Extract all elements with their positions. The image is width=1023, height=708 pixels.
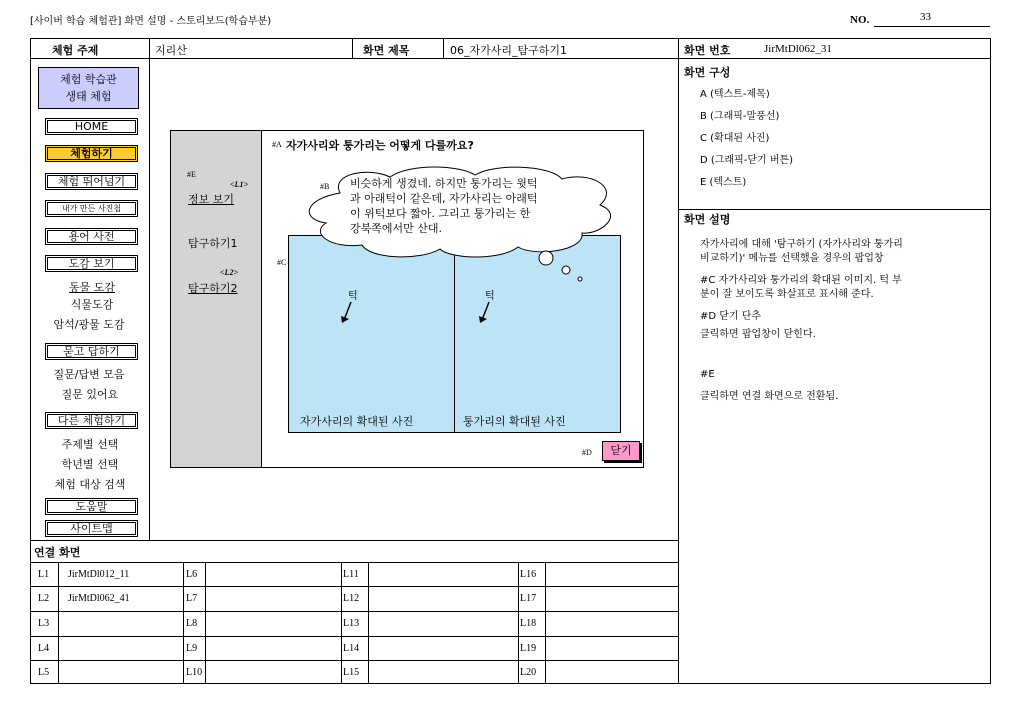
screen-number-value: JirMtDl062_31 [764,43,832,55]
bubble-line: 과 아래턱이 같은데, 자가사리는 아래턱 [350,192,538,205]
explore2-link[interactable]: 탐구하기2 [188,282,238,295]
right-panel-divider [678,38,679,684]
nav-plant-guide-link[interactable]: 식물도감 [70,298,114,311]
nav-title-box [38,67,139,109]
link-id: L16 [520,569,537,580]
nav-qna-button[interactable]: 묻고 답하기 [45,343,138,360]
nav-home-button[interactable]: HOME [45,118,138,135]
explore1-label: 탐구하기1 [188,237,238,250]
link-id: L3 [38,618,50,629]
right-photo-caption: 퉁가리의 확대된 사진 [463,415,566,428]
links-col-line [368,562,369,684]
screen-title-value: 06_자가사리_탐구하기1 [450,44,568,57]
link-id: L11 [343,569,359,580]
marker-e: #E [187,170,196,179]
nav-qna-collection-link[interactable]: 질문/답변 모음 [53,368,125,381]
composition-item: B (그래픽-말풍선) [700,111,780,122]
screen-number-label: 화면 번호 [684,44,731,57]
composition-item: A (텍스트-제목) [700,89,770,100]
composition-item: E (텍스트) [700,177,747,188]
nav-my-album-button[interactable]: 내가 만든 사진첩 [45,200,138,217]
screen-title-label: 화면 제목 [363,44,410,57]
link-target: JirMtDl062_41 [68,593,130,604]
bubble-line: 이 위턱보다 짧아. 그리고 퉁가리는 한 [350,207,531,220]
nav-ask-question-link[interactable]: 질문 있어요 [61,388,119,401]
links-row-line [30,611,678,612]
topic-label: 체험 주제 [52,44,99,57]
link-tag-l1: <L1> [230,180,249,189]
description-line: #E [700,369,715,380]
nav-rock-guide-link[interactable]: 암석/광물 도감 [53,318,125,331]
link-id: L4 [38,643,50,654]
nav-skip-experience-button[interactable]: 체험 뛰어넘기 [45,173,138,190]
marker-d: #D [582,448,592,457]
jaw-label-right: 턱 [485,291,495,302]
header-col-divider [443,38,444,58]
links-top-line [30,540,678,541]
right-panel-section-divider [678,209,991,210]
link-id: L2 [38,593,50,604]
links-col-line [518,562,519,684]
composition-item: C (확대된 사진) [700,133,770,144]
link-target: JirMtDl012_11 [68,569,130,580]
description-line: #C 자가사리와 퉁가리의 확대된 이미지. 턱 부 [700,275,902,286]
nav-title-line1: 체험 학습관 [60,73,117,86]
nav-title-line2: 생태 체험 [65,90,112,103]
links-col-line [545,562,546,684]
nav-experience-button[interactable]: 체험하기 [45,145,138,162]
link-id: L12 [343,593,360,604]
nav-other-experience-button[interactable]: 다른 체험하기 [45,412,138,429]
arrow-left-icon [340,300,354,324]
link-id: L15 [343,667,360,678]
links-header: 연결 화면 [34,546,81,559]
link-id: L13 [343,618,360,629]
composition-title: 화면 구성 [684,66,731,79]
nav-field-guide-button[interactable]: 도감 보기 [45,255,138,272]
nav-by-grade-link[interactable]: 학년별 선택 [61,458,119,471]
link-id: L6 [186,569,198,580]
links-col-line [58,562,59,684]
nav-col-divider [149,58,150,540]
description-line: 분이 잘 보이도록 화살표로 표시해 준다. [700,289,874,300]
description-title: 화면 설명 [684,213,731,226]
close-button[interactable]: 닫기 [602,441,640,461]
links-col-line [205,562,206,684]
description-line: 자가사리에 대해 '탐구하기 (자가사리와 퉁가리 [700,239,903,250]
description-line: 클릭하면 연결 화면으로 전환됨. [700,391,839,402]
link-id: L10 [186,667,203,678]
marker-a: #A [272,140,282,149]
nav-animal-guide-link[interactable]: 동물 도감 [68,281,115,294]
nav-glossary-button[interactable]: 용어 사전 [45,228,138,245]
popup-title: 자가사리와 퉁가리는 어떻게 다를까요? [286,139,474,152]
link-id: L18 [520,618,537,629]
left-photo-caption: 자가사리의 확대된 사진 [300,415,414,428]
nav-sitemap-button[interactable]: 사이트맵 [45,520,138,537]
link-id: L8 [186,618,198,629]
links-row-line [30,586,678,587]
page-number-label: NO. [850,14,870,26]
links-col-line [183,562,184,684]
nav-help-button[interactable]: 도움말 [45,498,138,515]
description-line: 클릭하면 팝업창이 닫힌다. [700,329,816,340]
link-tag-l2: <L2> [220,268,239,277]
header-col-divider [352,38,353,58]
description-line: 비교하기)' 메뉴를 선택했을 경우의 팝업창 [700,253,884,264]
link-id: L1 [38,569,50,580]
composition-item: D (그래픽-닫기 버튼) [700,155,794,166]
bubble-line: 비슷하게 생겼네. 하지만 퉁가리는 윗턱 [350,177,538,190]
marker-c: #C [277,258,287,267]
nav-search-target-link[interactable]: 체험 대상 검색 [54,478,126,491]
link-id: L7 [186,593,198,604]
document-header: [사이버 학습 체험관] 화면 설명 - 스토리보드(학습부분) [30,16,272,27]
arrow-right-icon [478,300,492,324]
header-col-divider [149,38,150,58]
description-line: #D 닫기 단추 [700,311,762,322]
bubble-line: 강북쪽에서만 산대. [350,222,443,235]
link-id: L14 [343,643,360,654]
link-id: L19 [520,643,537,654]
page-number-value: 33 [920,11,931,23]
marker-b: #B [320,182,330,191]
nav-by-topic-link[interactable]: 주제별 선택 [61,438,119,451]
links-row-line [30,660,678,661]
link-id: L17 [520,593,537,604]
page-number-underline [874,26,990,27]
popup-side-panel [171,131,262,467]
links-col-line [341,562,342,684]
link-id: L20 [520,667,537,678]
link-id: L5 [38,667,50,678]
topic-value: 지리산 [155,44,187,57]
links-row-line [30,636,678,637]
header-row-divider [30,58,991,59]
info-view-link[interactable]: 정보 보기 [188,193,235,206]
links-row-line [30,562,678,563]
bubble-text [350,176,538,236]
link-id: L9 [186,643,198,654]
jaw-label-left: 턱 [348,291,358,302]
